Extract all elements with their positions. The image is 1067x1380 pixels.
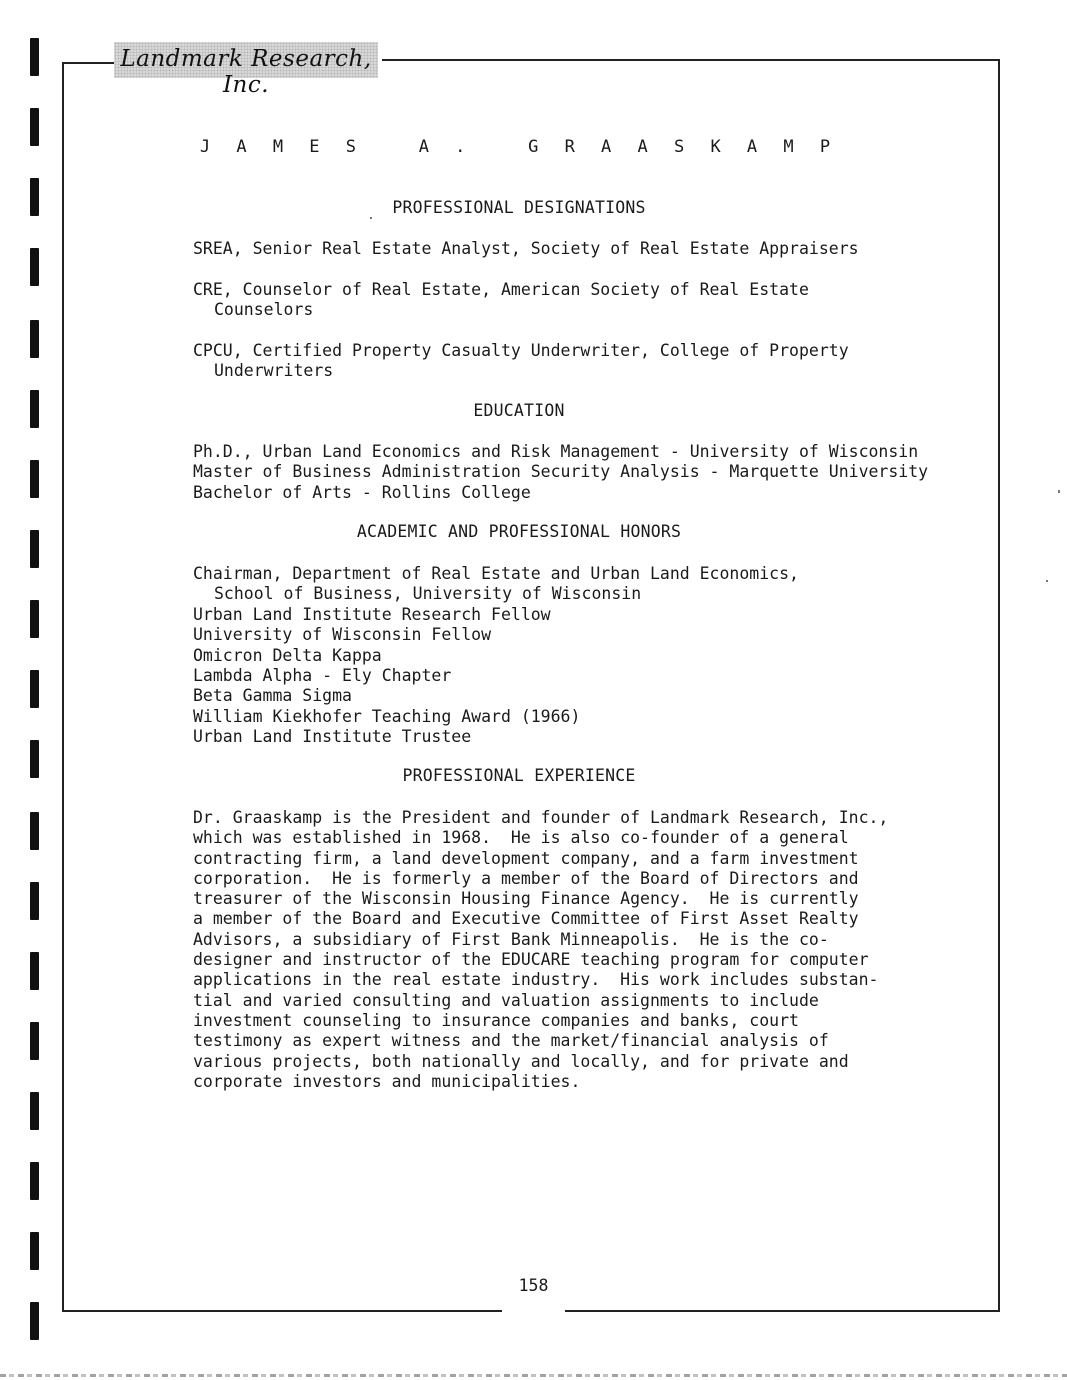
binding-hole: [30, 320, 39, 358]
designation-line: Underwriters: [214, 361, 334, 380]
binding-hole: [30, 460, 39, 498]
scan-speck: [1046, 580, 1048, 582]
frame-line: [62, 62, 114, 64]
binding-hole: [30, 38, 39, 76]
paragraph-line: applications in the real estate industry. His work includes substan-: [193, 970, 879, 990]
paragraph-line: treasurer of the Wisconsin Housing Finance Agency. He is currently: [193, 889, 859, 909]
logo-text: Landmark Research, Inc.: [120, 46, 372, 98]
education-line: Master of Business Administration Security Analysis - Marquette University: [193, 462, 929, 481]
honor-line: Omicron Delta Kappa: [193, 646, 382, 665]
page-number: 158: [518, 1276, 549, 1295]
designation-line: CRE, Counselor of Real Estate, American Society of Real Estate: [193, 280, 809, 299]
binding-hole: [30, 952, 39, 990]
frame-line: [62, 62, 64, 1312]
honor-line: Lambda Alpha - Ely Chapter: [193, 666, 452, 685]
binding-hole: [30, 1162, 39, 1200]
designation-line: SREA, Senior Real Estate Analyst, Society of Real Estate Appraisers: [193, 239, 859, 258]
binding-hole: [30, 1302, 39, 1340]
honor-line: School of Business, University of Wisconsin: [214, 584, 642, 603]
section-heading-experience: PROFESSIONAL EXPERIENCE: [402, 766, 636, 785]
frame-line: [565, 1310, 1000, 1312]
binding-hole: [30, 1232, 39, 1270]
education-line: Ph.D., Urban Land Economics and Risk Management - University of Wisconsin: [193, 442, 919, 461]
honor-line: Urban Land Institute Research Fellow: [193, 605, 551, 624]
honor-line: University of Wisconsin Fellow: [193, 625, 492, 644]
paragraph-line: a member of the Board and Executive Committee of First Asset Realty: [193, 909, 859, 929]
frame-line: [62, 1310, 502, 1312]
honor-line: William Kiekhofer Teaching Award (1966): [193, 707, 581, 726]
section-heading-designations: PROFESSIONAL DESIGNATIONS: [392, 198, 646, 217]
paragraph-line: Dr. Graaskamp is the President and founder of Landmark Research, Inc.,: [193, 808, 889, 827]
scan-edge: [0, 1374, 1067, 1377]
scan-speck: [370, 217, 372, 219]
scan-speck: [1058, 490, 1060, 493]
paragraph-line: designer and instructor of the EDUCARE teaching program for computer: [193, 950, 869, 970]
binding-hole: [30, 1022, 39, 1060]
designation-line: CPCU, Certified Property Casualty Underwriter, College of Property: [193, 341, 849, 360]
honor-line: Chairman, Department of Real Estate and Urban Land Economics,: [193, 564, 799, 583]
binding-hole: [30, 812, 39, 850]
paragraph-line: investment counseling to insurance companies and banks, court: [193, 1010, 799, 1030]
experience-paragraph: [193, 808, 888, 1092]
company-logo: [114, 42, 378, 98]
education-line: Bachelor of Arts - Rollins College: [193, 483, 531, 502]
binding-hole: [30, 882, 39, 920]
binding-hole: [30, 600, 39, 638]
paragraph-line: Advisors, a subsidiary of First Bank Minneapolis. He is the co-: [193, 929, 829, 949]
paragraph-line: tial and varied consulting and valuation assignments to include: [193, 990, 819, 1010]
frame-line: [998, 59, 1000, 1312]
paragraph-line: contracting firm, a land development company, and a farm investment: [193, 848, 859, 868]
page-title: J A M E S A . G R A A S K A M P: [199, 137, 839, 157]
binding-hole: [30, 670, 39, 708]
frame-line: [382, 59, 1000, 61]
paragraph-line: corporation. He is formerly a member of the Board of Directors and: [193, 868, 859, 888]
section-heading-honors: ACADEMIC AND PROFESSIONAL HONORS: [356, 522, 682, 541]
paragraph-line: which was established in 1968. He is also co-founder of a general: [193, 828, 849, 848]
paragraph-line: corporate investors and municipalities.: [193, 1071, 581, 1091]
honor-line: Beta Gamma Sigma: [193, 686, 352, 705]
binding-hole: [30, 248, 39, 286]
paragraph-line: testimony as expert witness and the market/financial analysis of: [193, 1031, 829, 1051]
honor-line: Urban Land Institute Trustee: [193, 727, 472, 746]
section-heading-education: EDUCATION: [473, 401, 565, 420]
binding-hole: [30, 1092, 39, 1130]
paragraph-line: various projects, both nationally and locally, and for private and: [193, 1051, 849, 1071]
designation-line: Counselors: [214, 300, 314, 319]
